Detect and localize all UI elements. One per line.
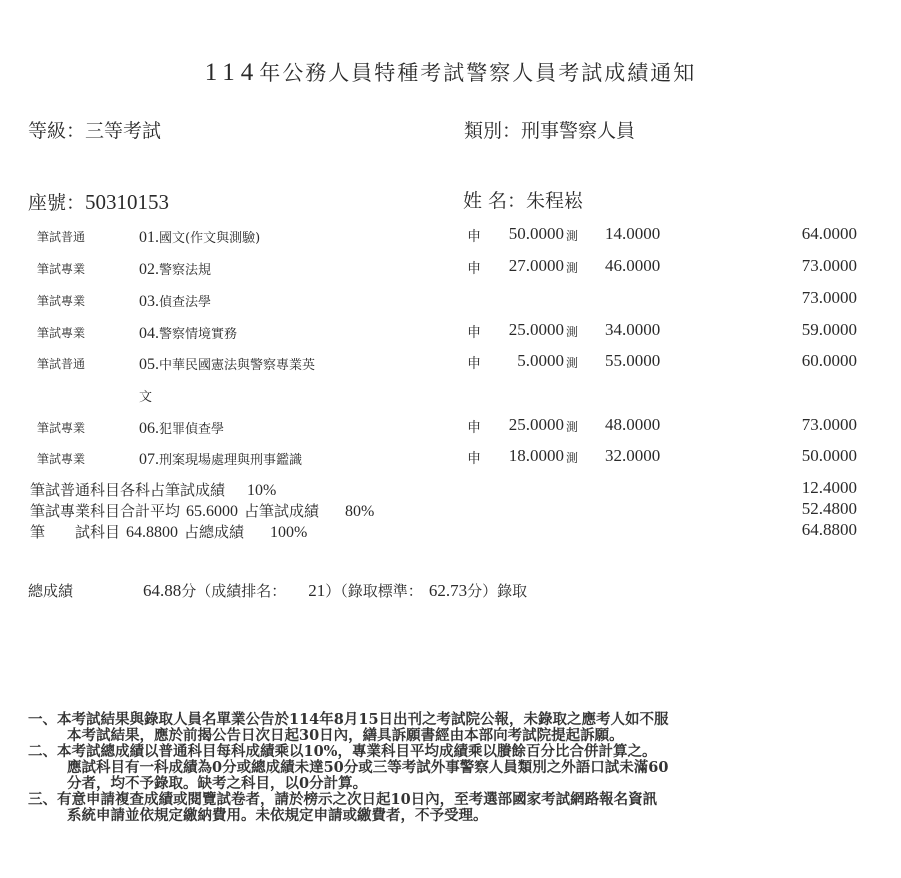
essay-score: 50.0000: [508, 224, 564, 243]
name-value: 朱程崧: [526, 190, 584, 212]
admission-result: 錄取: [497, 582, 528, 600]
level-value: 三等考試: [85, 120, 162, 142]
flag-mark: 申: [467, 261, 481, 277]
test-score: 46.0000: [605, 256, 661, 275]
admission-standard: 62.73: [428, 581, 468, 600]
subject-score: 50.0000: [801, 446, 857, 465]
total-score: 64.88: [143, 581, 182, 600]
subject-row: [0, 224, 901, 250]
test-mark: 測: [566, 420, 579, 434]
subject-name: 04.警察情境實務: [139, 325, 238, 342]
test-mark: 測: [566, 451, 579, 465]
seat-label: 座號：: [28, 192, 86, 214]
category-label: 類別：: [464, 120, 522, 142]
name-field: [463, 186, 583, 213]
title-year: 114: [204, 59, 260, 86]
subject-type: 筆試普通: [37, 230, 86, 244]
level-field: [28, 116, 161, 143]
summary-general: 筆試普通科目各科占筆試成績 10%: [30, 481, 277, 499]
note-line: 分者，均不予錄取。缺考之科目，以0分計算。: [67, 775, 368, 792]
flag-mark: 申: [467, 325, 481, 341]
level-label: 等級：: [28, 120, 86, 142]
note-line: 三、有意申請複查成績或閱覽試卷者，請於榜示之次日起10日內，至考選部國家考試網路報名資訊: [28, 791, 658, 808]
essay-score: 18.0000: [508, 446, 564, 465]
essay-score: 5.0000: [517, 351, 564, 370]
subject-score: 73.0000: [801, 288, 857, 307]
flag-mark: 申: [467, 451, 481, 467]
subject-type: 筆試專業: [37, 262, 86, 276]
summary-written-value: 64.8800: [801, 520, 857, 539]
essay-score: 25.0000: [508, 320, 564, 339]
subject-row: [0, 351, 901, 377]
subject-row-continuation: [0, 383, 901, 409]
test-mark: 測: [566, 261, 579, 275]
subject-score: 59.0000: [801, 320, 857, 339]
essay-score: 27.0000: [508, 256, 564, 275]
summary-written: 筆 試科目 64.8800 占總成績 100%: [30, 523, 308, 541]
flag-mark: 申: [467, 229, 481, 245]
subject-type: 筆試普通: [37, 357, 86, 371]
notes-section: [28, 712, 888, 824]
test-score: 34.0000: [605, 320, 661, 339]
test-score: 32.0000: [605, 446, 661, 465]
test-mark: 測: [566, 229, 579, 243]
subject-score: 60.0000: [801, 351, 857, 370]
category-field: [464, 116, 635, 143]
test-score: 48.0000: [605, 415, 661, 434]
subject-row: [0, 446, 901, 472]
subject-name: 06.犯罪偵查學: [139, 420, 225, 437]
test-score: 14.0000: [605, 224, 661, 243]
note-line: 系統申請並依規定繳納費用。未依規定申請或繳費者，不予受理。: [67, 807, 488, 824]
subject-row: [0, 415, 901, 441]
subject-score: 73.0000: [801, 415, 857, 434]
subject-name: 05.中華民國憲法與警察專業英: [139, 356, 316, 373]
subject-type: 筆試專業: [37, 452, 86, 466]
total-label: 總成績: [28, 582, 74, 600]
total-score-line: 64.88分（成績排名： 21）（錄取標準： 62.73分）錄取: [143, 581, 528, 600]
seat-field: [28, 188, 169, 215]
category-value: 刑事警察人員: [521, 120, 636, 142]
subject-score: 73.0000: [801, 256, 857, 275]
subject-name: 02.警察法規: [139, 261, 212, 278]
note-line: 二、本考試總成績以普通科目每科成績乘以10%，專業科目平均成績乘以賸餘百分比合併計算之。: [28, 743, 657, 760]
test-score: 55.0000: [605, 351, 661, 370]
subject-type: 筆試專業: [37, 326, 86, 340]
subject-score: 64.0000: [801, 224, 857, 243]
test-mark: 測: [566, 356, 579, 370]
seat-value: 50310153: [85, 190, 170, 214]
subject-row: [0, 288, 901, 314]
note-line: 本考試結果，應於前揭公告日次日起30日內，繕具訴願書經由本部向考試院提起訴願。: [67, 727, 624, 744]
subject-name-continuation: 文: [139, 390, 153, 405]
flag-mark: 申: [467, 356, 481, 372]
title-text: 年公務人員特種考試警察人員考試成績通知: [259, 61, 697, 85]
test-mark: 測: [566, 325, 579, 339]
flag-mark: 申: [467, 420, 481, 436]
subject-name: 01.國文(作文與測驗): [139, 229, 261, 246]
subject-name: 03.偵查法學: [139, 293, 212, 310]
page-title: [0, 57, 901, 87]
rank-value: 21: [308, 581, 326, 600]
name-label: 姓 名：: [463, 190, 527, 212]
summary-general-value: 12.4000: [801, 478, 857, 497]
subject-name: 07.刑案現場處理與刑事鑑識: [139, 451, 303, 468]
essay-score: 25.0000: [508, 415, 564, 434]
summary-professional: 筆試專業科目合計平均 65.6000 占筆試成績 80%: [30, 502, 375, 520]
subject-type: 筆試專業: [37, 294, 86, 308]
summary-professional-value: 52.4800: [801, 499, 857, 518]
note-line: 應試科目有一科成績為0分或總成績未達50分或三等考試外事警察人員類別之外語口試未滿60: [67, 759, 669, 776]
subject-row: [0, 256, 901, 282]
subject-type: 筆試專業: [37, 421, 86, 435]
note-line: 一、本考試結果與錄取人員名單業公告於114年8月15日出刊之考試院公報，未錄取之應考人如不服: [28, 711, 669, 728]
subject-row: [0, 320, 901, 346]
